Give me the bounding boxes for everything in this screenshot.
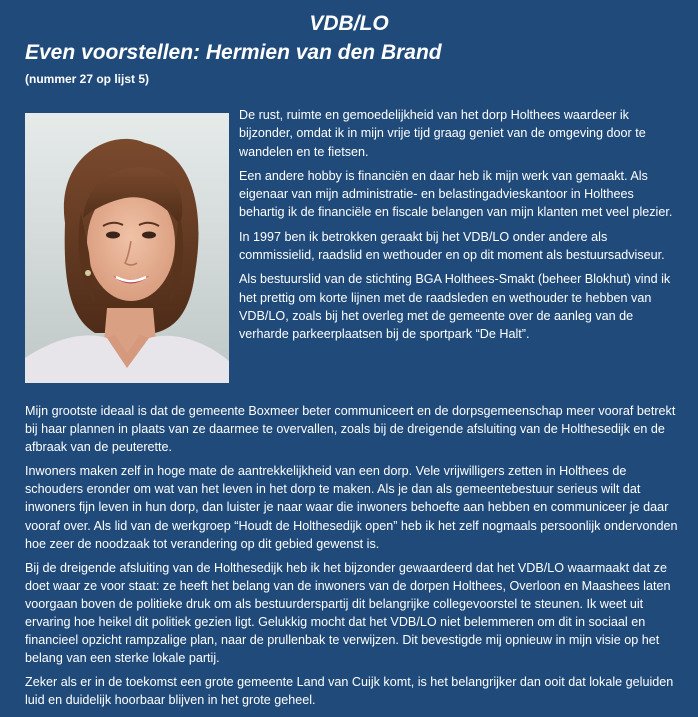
org-name: VDB/LO bbox=[309, 12, 389, 35]
portrait-illustration bbox=[25, 113, 229, 383]
body-paragraph: Inwoners maken zelf in hoge mate de aantrekkelijkheid van een dorp. Vele vrijwilligers zetten in Holthees de schouders eronder om wat van het leven in het dorp te maken. Als je dan als gemeentebestuur serieus wilt dat inwoners fijn leven in hun dorp, dan luister je naar waar die inwoners behoefte aan hebben en communiceer je daar vooraf over. Als lid van de werkgroep “Houdt de Holthesedijk open” heb ik het zelf nogmaals persoonlijk ondervonden hoe zeer de noodzaak tot verandering op dit gebied gewenst is. bbox=[25, 464, 678, 551]
intro-paragraph: De rust, ruimte en gemoedelijkheid van het dorp Holthees waardeer ik bijzonder, omdat ik in mijn vrije tijd graag geniet van de omgeving door te wandelen en te fietsen. bbox=[239, 108, 646, 159]
intro-paragraph: In 1997 ben ik betrokken geraakt bij het VDB/LO onder andere als commissielid, raadslid en wethouder en op dit moment als bestuursadviseur. bbox=[239, 229, 665, 263]
body-paragraph: Mijn grootste ideaal is dat de gemeente Boxmeer beter communiceert en de dorpsgemeenschap meer vooraf betrekt bij haar plannen in plaats van ze daarmee te overvallen, zoals bij de dreigende afsluiting van de Holthesedijk en de afbraak van de peuterette. bbox=[25, 404, 676, 455]
body-paragraph: Zeker als er in de toekomst een grote gemeente Land van Cuijk komt, is het belangrijker dan ooit dat lokale geluiden luid en duidelijk hoorbaar blijven in het grote geheel. bbox=[25, 675, 674, 708]
body-text bbox=[25, 402, 680, 716]
page-title: Even voorstellen: Hermien van den Brand bbox=[25, 41, 442, 64]
intro-paragraph: Een andere hobby is financiën en daar heb ik mijn werk van gemaakt. Als eigenaar van mijn administratie- en belastingadvieskantoor in Holthees behartig ik de financiële en fiscale belangen van mijn klanten met veel plezier. bbox=[239, 168, 673, 220]
intro-paragraph: Als bestuurslid van de stichting BGA Holthees-Smakt (beheer Blokhut) vind ik het prettig om korte lijnen met de raadsleden en wethouder te hebben van VDB/LO, zoals bij het overleg met de gemeente over de aanleg van de verharde parkeerplaatsen bij de sportpark “De Halt”. bbox=[239, 272, 671, 342]
portrait-photo bbox=[25, 113, 229, 383]
list-position: (nummer 27 op lijst 5) bbox=[25, 72, 150, 86]
intro-text bbox=[239, 106, 679, 350]
body-paragraph: Bij de dreigende afsluiting van de Holthesedijk heb ik het bijzonder gewaardeerd dat het VDB/LO waarmaakt dat ze doet waar ze voor staat: ze heeft het belang van de inwoners van de dorpen Holthees, Overloon en Maashees laten voorgaan boven de politieke druk om als bestuurderspartij dit belangrijke collegevoorstel te steunen. Ik weet uit ervaring hoe heikel dit politiek gezien ligt. Gelukkig mocht dat het VDB/LO niet belemmeren om dit in sociaal en financieel opzicht rampzalige plan, naar de prullenbak te verwijzen. Dit bevestigde mij opnieuw in mijn visie op het belang van een sterke lokale partij. bbox=[25, 560, 671, 666]
